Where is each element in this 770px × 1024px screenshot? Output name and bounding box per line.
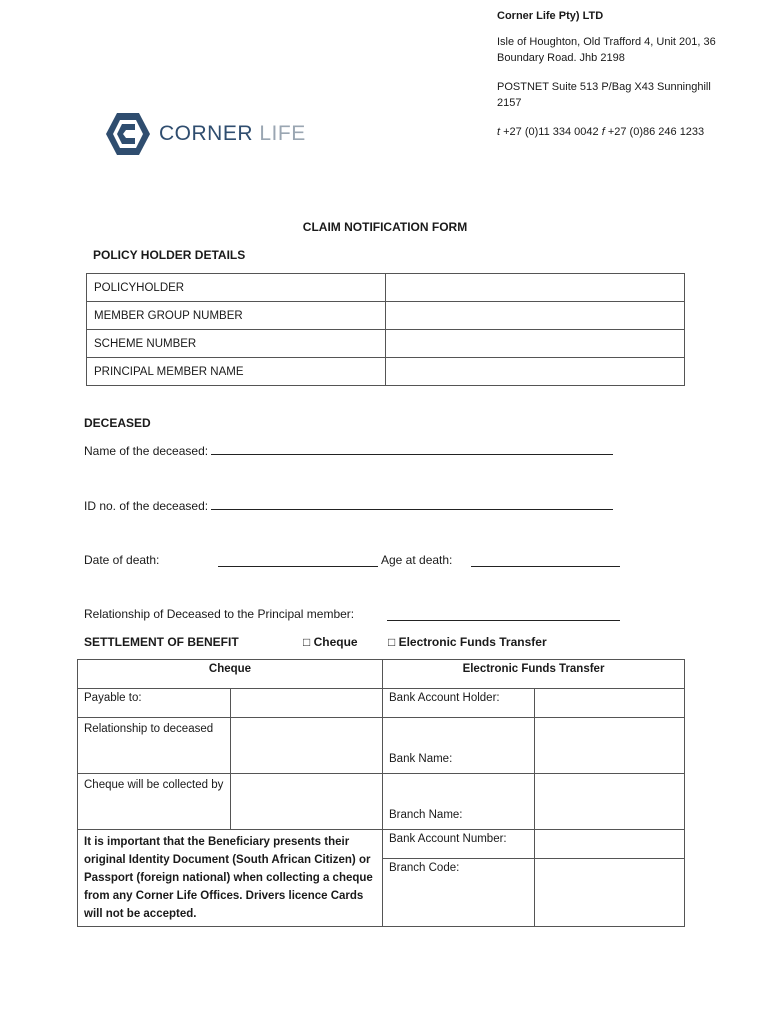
deceased-name-line [84, 443, 613, 458]
scheme-number-field[interactable] [386, 330, 685, 358]
deceased-id-line [84, 498, 613, 513]
policy-row-label: PRINCIPAL MEMBER NAME [87, 358, 386, 386]
policy-row-label: MEMBER GROUP NUMBER [87, 302, 386, 330]
date-of-death-label: Date of death: [84, 553, 160, 567]
eft-column-header: Electronic Funds Transfer [383, 660, 685, 689]
id-document-note: It is important that the Beneficiary presents their original Identity Document (South African Citizen) or Passport (foreign national) when collecting a cheque from any Corner Life Offices. Drivers licence Cards will not be accepted. [78, 830, 383, 927]
company-address-postal: POSTNET Suite 513 P/Bag X43 Sunninghill 2157 [497, 81, 711, 109]
company-contact [497, 124, 727, 140]
date-of-death-field[interactable] [218, 555, 378, 567]
logo-word-corner: CORNER [159, 122, 254, 145]
bank-name-field[interactable] [535, 718, 685, 774]
age-at-death-label: Age at death: [381, 553, 453, 567]
settlement-heading: SETTLEMENT OF BENEFIT [84, 635, 239, 649]
deceased-name-field[interactable] [211, 443, 613, 455]
settlement-table [77, 659, 685, 927]
branch-code-field[interactable] [535, 859, 685, 927]
table-row [87, 302, 685, 330]
branch-name-label: Branch Name: [383, 774, 535, 830]
payable-to-field[interactable] [231, 689, 383, 718]
table-row [78, 718, 685, 774]
form-title: CLAIM NOTIFICATION FORM [302, 220, 468, 234]
policyholder-field[interactable] [386, 274, 685, 302]
cheque-option-checkbox[interactable]: □ Cheque [303, 635, 358, 649]
member-group-number-field[interactable] [386, 302, 685, 330]
branch-code-label: Branch Code: [383, 859, 535, 927]
bank-account-number-field[interactable] [535, 830, 685, 859]
deceased-id-field[interactable] [211, 498, 613, 510]
deceased-heading: DECEASED [84, 416, 151, 430]
corner-life-logo-icon [105, 112, 151, 156]
bank-account-holder-label: Bank Account Holder: [383, 689, 535, 718]
table-row [78, 774, 685, 830]
relationship-to-deceased-label: Relationship to deceased [78, 718, 231, 774]
logo-wordmark [159, 122, 306, 146]
company-address-street: Isle of Houghton, Old Trafford 4, Unit 201, 36 Boundary Road. Jhb 2198 [497, 36, 716, 64]
logo-word-life: LIFE [259, 122, 306, 145]
policy-holder-heading: POLICY HOLDER DETAILS [93, 248, 246, 262]
cheque-collected-by-label: Cheque will be collected by [78, 774, 231, 830]
bank-account-holder-field[interactable] [535, 689, 685, 718]
company-phone: +27 (0)11 334 0042 [503, 126, 599, 138]
company-fax: +27 (0)86 246 1233 [607, 126, 705, 138]
cheque-column-header: Cheque [78, 660, 383, 689]
table-row [87, 330, 685, 358]
bank-account-number-label: Bank Account Number: [383, 830, 535, 859]
table-row [78, 830, 685, 859]
fax-marker: f [601, 126, 605, 138]
table-row [87, 358, 685, 386]
policy-row-label: SCHEME NUMBER [87, 330, 386, 358]
company-logo [105, 112, 306, 156]
table-row [78, 689, 685, 718]
relationship-to-deceased-field[interactable] [231, 718, 383, 774]
policy-row-label: POLICYHOLDER [87, 274, 386, 302]
relationship-field[interactable] [387, 609, 620, 621]
age-at-death-field[interactable] [471, 555, 620, 567]
eft-option-checkbox[interactable]: □ Electronic Funds Transfer [388, 635, 547, 649]
table-row [87, 274, 685, 302]
company-address-block [497, 8, 727, 153]
relationship-label: Relationship of Deceased to the Principal member: [84, 607, 355, 621]
cheque-collected-by-field[interactable] [231, 774, 383, 830]
payable-to-label: Payable to: [78, 689, 231, 718]
branch-name-field[interactable] [535, 774, 685, 830]
bank-name-label: Bank Name: [383, 718, 535, 774]
company-name: Corner Life Pty) LTD [497, 10, 604, 22]
principal-member-name-field[interactable] [386, 358, 685, 386]
deceased-id-label: ID no. of the deceased: [84, 499, 209, 513]
deceased-name-label: Name of the deceased: [84, 444, 209, 458]
policy-holder-table [86, 273, 685, 386]
table-row [78, 660, 685, 689]
phone-marker: t [497, 126, 501, 138]
